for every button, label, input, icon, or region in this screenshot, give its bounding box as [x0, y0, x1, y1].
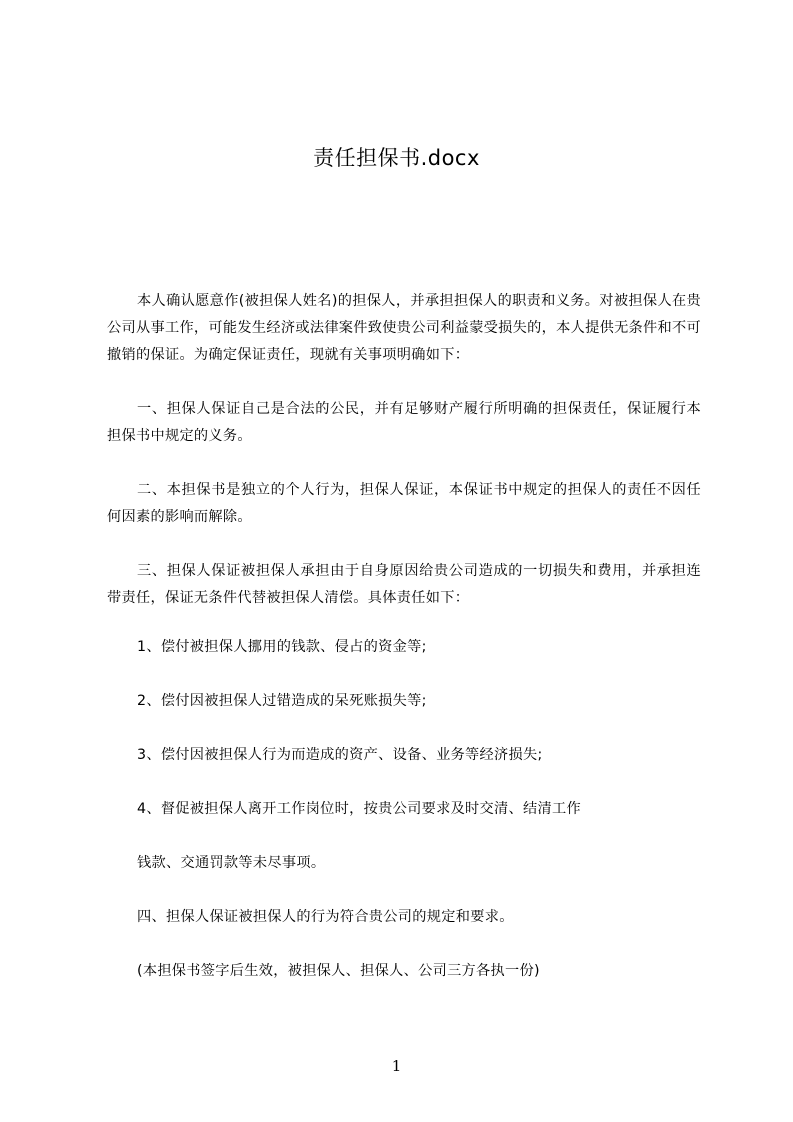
clause-3-paragraph: 三、担保人保证被担保人承担由于自身原因给贵公司造成的一切损失和费用，并承担连带责任，保证无条件代替被担保人清偿。具体责任如下：: [107, 563, 701, 606]
clause-2-paragraph: 二、本担保书是独立的个人行为，担保人保证，本保证书中规定的担保人的责任不因任何因素的影响而解除。: [107, 482, 701, 525]
page-number: 1: [391, 1057, 402, 1075]
liability-item-1: 1、偿付被担保人挪用的钱款、侵占的资金等;: [137, 639, 427, 655]
clause-1-paragraph: 一、担保人保证自己是合法的公民，并有足够财产履行所明确的担保责任，保证履行本担保书中规定的义务。: [107, 401, 701, 444]
effectiveness-note: (本担保书签字后生效，被担保人、担保人、公司三方各执一份): [137, 963, 540, 979]
intro-paragraph: 本人确认愿意作(被担保人姓名)的担保人，并承担担保人的职责和义务。对被担保人在贵公司从事工作，可能发生经济或法律案件致使贵公司利益蒙受损失的，本人提供无条件和不可撤销的保证。为确定保证责任，现就有关事项明确如下：: [107, 293, 701, 363]
clause-4-paragraph: 四、担保人保证被担保人的行为符合贵公司的规定和要求。: [137, 909, 514, 925]
liability-item-3: 3、偿付因被担保人行为而造成的资产、设备、业务等经济损失;: [137, 747, 543, 763]
liability-item-4-line-2: 钱款、交通罚款等未尽事项。: [137, 855, 326, 871]
document-title: 责任担保书.docx: [313, 146, 480, 170]
liability-item-4-line-1: 4、督促被担保人离开工作岗位时，按贵公司要求及时交清、结清工作: [137, 801, 581, 817]
liability-item-2: 2、偿付因被担保人过错造成的呆死账损失等;: [137, 693, 427, 709]
